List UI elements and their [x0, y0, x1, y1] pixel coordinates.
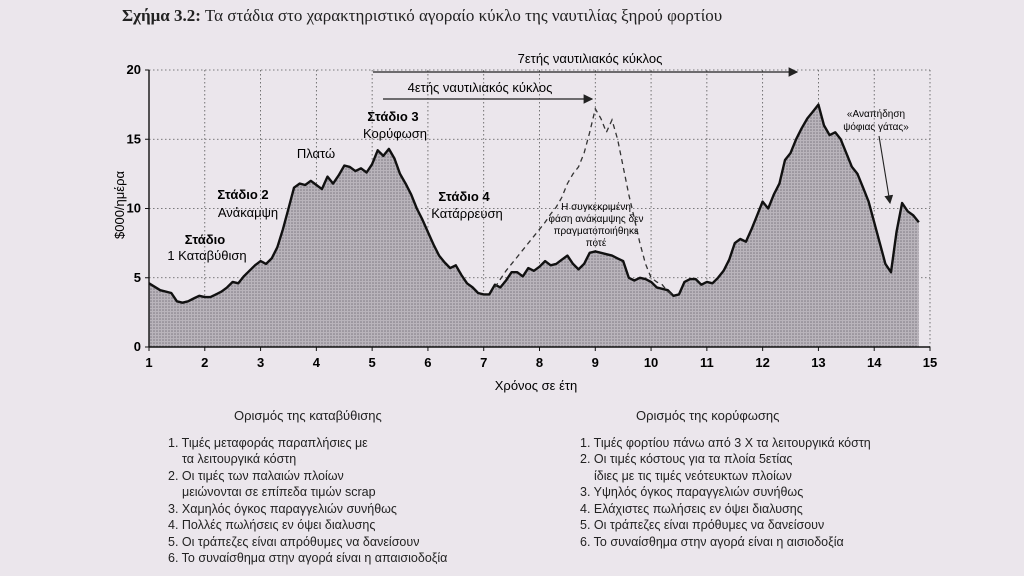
plateau-label: Πλατώ — [296, 146, 336, 161]
cycle7-label: 7ετής ναυτιλιακός κύκλος — [517, 51, 663, 66]
x-tick-label: 15 — [922, 355, 938, 370]
list-item — [580, 484, 960, 501]
item-text: 6. Το συναίσθημα στην αγορά είναι η αισιοδοξία — [580, 534, 844, 549]
list-item — [580, 534, 960, 551]
stage4-name: Κατάρρευση — [431, 206, 503, 221]
item-text: 5. Οι τράπεζες είναι πρόθυμες να δανείσουν — [580, 518, 825, 532]
x-tick-label: 8 — [535, 355, 544, 370]
list-item — [168, 468, 528, 501]
cycle4-label: 4ετής ναυτιλιακός κύκλος — [407, 80, 553, 95]
stage1-name: 1 Καταβύθιση — [167, 248, 247, 263]
figure-number: Σχήμα 3.2: — [122, 6, 201, 25]
note-line-3: πραγματοποιήθηκε — [553, 226, 639, 237]
item-text: 2. Οι τιμές κόστους για τα πλοία 5ετίας — [580, 452, 793, 466]
x-tick-label: 3 — [256, 355, 265, 370]
item-continuation: μειώνονται σε επίπεδα τιμών scrap — [182, 485, 376, 499]
item-continuation: ίδιες με τις τιμές νεότευκτων πλοίων — [594, 468, 792, 483]
x-tick-label: 4 — [312, 355, 320, 370]
peak-definition-title: Ορισμός της κορύφωσης — [636, 408, 780, 423]
item-text: 4. Ελάχιστες πωλήσεις εν όψει διαλυσης — [580, 501, 803, 516]
x-tick-label: 10 — [643, 355, 659, 370]
stage2-name: Ανάκαμψη — [217, 205, 279, 220]
y-axis-label: $000/ημέρα — [112, 171, 127, 239]
x-axis-label: Χρόνος σε έτη — [494, 378, 578, 393]
figure-caption: Τα στάδια στο χαρακτηριστικό αγοραίο κύκλο της ναυτιλίας ξηρού φορτίου — [204, 6, 723, 25]
list-item — [168, 550, 528, 567]
x-tick-label: 12 — [755, 355, 770, 370]
x-tick-label: 7 — [480, 355, 488, 370]
stage1-label: Στάδιο — [184, 232, 226, 247]
y-tick-label: 5 — [133, 269, 141, 285]
x-tick-label: 13 — [811, 355, 826, 370]
item-text: 2. Οι τιμές των παλαιών πλοίων — [168, 468, 344, 483]
list-item — [168, 517, 528, 534]
item-text: 6. Το συναίσθημα στην αγορά είναι η απαισιοδοξία — [168, 551, 448, 565]
item-continuation: τα λειτουργικά κόστη — [182, 452, 297, 466]
item-text: 1. Τιμές μεταφοράς παραπλήσιες με — [168, 435, 368, 450]
trough-definition — [168, 408, 528, 567]
x-tick-label: 11 — [699, 355, 714, 370]
x-tick-label: 9 — [591, 355, 599, 370]
item-text: 3. Χαμηλός όγκος παραγγελιών συνήθως — [168, 501, 397, 516]
stage4-label: Στάδιο 4 — [438, 189, 490, 204]
y-tick-label: 15 — [126, 131, 141, 147]
trough-definition-list — [168, 435, 528, 567]
x-tick-label: 6 — [424, 355, 432, 370]
list-item — [580, 517, 960, 534]
y-tick-label: 20 — [126, 62, 141, 77]
list-item — [168, 435, 528, 468]
item-text: 5. Οι τράπεζες είναι απρόθυμες να δανείσουν — [168, 534, 420, 549]
peak-definition-list — [580, 435, 960, 551]
note-line-2: φάση ανάκαμψης δεν — [548, 214, 644, 225]
dead-cat-line-2: ψόφιας γάτας» — [843, 122, 909, 133]
list-item — [580, 501, 960, 518]
stage2-label: Στάδιο 2 — [217, 187, 269, 202]
y-tick-label: 0 — [133, 339, 141, 354]
list-item — [168, 501, 528, 518]
x-tick-label: 1 — [145, 355, 153, 370]
list-item — [168, 534, 528, 551]
dead-cat-line-1: «Αναπήδηση — [846, 109, 906, 120]
x-tick-label: 5 — [368, 355, 376, 370]
list-item — [580, 435, 960, 452]
note-line-1: Η συγκεκριμένη — [561, 202, 631, 213]
item-text: 3. Υψηλός όγκος παραγγελιών συνήθως — [580, 485, 804, 499]
x-tick-label: 14 — [866, 355, 882, 370]
y-tick-label: 10 — [126, 200, 141, 216]
note-line-4: ποτέ — [585, 238, 607, 249]
dead-cat-arrow — [879, 136, 890, 203]
stage3-name: Κορύφωση — [362, 126, 428, 141]
trough-definition-title: Ορισμός της καταβύθισης — [234, 408, 382, 423]
stage3-label: Στάδιο 3 — [367, 109, 419, 124]
x-tick-label: 2 — [201, 355, 209, 370]
item-text: 1. Τιμές φορτίου πάνω από 3 Χ τα λειτουργικά κόστη — [580, 435, 871, 450]
peak-definition — [580, 408, 960, 550]
item-text: 4. Πολλές πωλήσεις εν όψει διαλυσης — [168, 518, 376, 532]
series-area-fill — [149, 105, 919, 347]
list-item — [580, 451, 960, 484]
plot-area — [149, 105, 919, 347]
